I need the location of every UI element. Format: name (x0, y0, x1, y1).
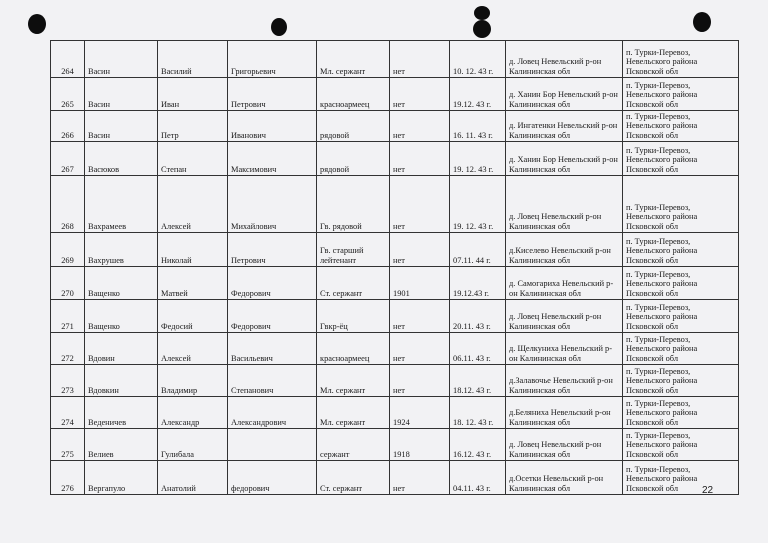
birth-year-cell: нет (390, 461, 450, 495)
punch-hole-1 (28, 14, 46, 34)
rank-cell: красноармеец (317, 78, 390, 111)
reburial-place-cell: п. Турки-Перевоз, Невельского района Псковской обл (623, 365, 739, 397)
death-date-cell: 16. 11. 43 г. (450, 111, 506, 142)
first-name-cell: Василий (158, 41, 228, 78)
table-row (51, 41, 739, 78)
surname-cell: Вергапуло (85, 461, 158, 495)
surname-cell: Веденичев (85, 397, 158, 429)
surname-cell: Ващенко (85, 267, 158, 300)
birth-year-cell: нет (390, 365, 450, 397)
burial-place-cell: д. Ловец Невельский р-он Калининская обл (506, 41, 623, 78)
table-row (51, 233, 739, 267)
first-name-cell: Александр (158, 397, 228, 429)
patronymic-cell: Васильевич (228, 333, 317, 365)
first-name-cell: Николай (158, 233, 228, 267)
row-number: 264 (51, 41, 85, 78)
row-number: 272 (51, 333, 85, 365)
surname-cell: Васин (85, 111, 158, 142)
first-name-cell: Петр (158, 111, 228, 142)
row-number: 266 (51, 111, 85, 142)
rank-cell: Гв. старший лейтенант (317, 233, 390, 267)
burial-place-cell: д.Киселево Невельский р-он Калининская обл (506, 233, 623, 267)
row-number: 276 (51, 461, 85, 495)
first-name-cell: Владимир (158, 365, 228, 397)
birth-year-cell: нет (390, 176, 450, 233)
rank-cell: Мл. сержант (317, 397, 390, 429)
row-number: 273 (51, 365, 85, 397)
patronymic-cell: Петрович (228, 233, 317, 267)
rank-cell: рядовой (317, 111, 390, 142)
row-number: 268 (51, 176, 85, 233)
table-row (51, 397, 739, 429)
burial-place-cell: д. Самогариха Невельский р-он Калининская обл (506, 267, 623, 300)
birth-year-cell: 1924 (390, 397, 450, 429)
surname-cell: Васин (85, 41, 158, 78)
burial-place-cell: д. Ханин Бор Невельский р-он Калининская обл (506, 78, 623, 111)
patronymic-cell: Петрович (228, 78, 317, 111)
patronymic-cell: федорович (228, 461, 317, 495)
death-date-cell: 19.12. 43 г. (450, 78, 506, 111)
first-name-cell: Алексей (158, 176, 228, 233)
reburial-place-cell: п. Турки-Перевоз, Невельского района Псковской обл (623, 429, 739, 461)
table-row (51, 300, 739, 333)
surname-cell: Васин (85, 78, 158, 111)
patronymic-cell: Федорович (228, 300, 317, 333)
death-date-cell: 16.12. 43 г. (450, 429, 506, 461)
row-number: 274 (51, 397, 85, 429)
table-row (51, 78, 739, 111)
row-number: 265 (51, 78, 85, 111)
rank-cell: Гвкр-ёц (317, 300, 390, 333)
rank-cell: Ст. сержант (317, 461, 390, 495)
table-row (51, 365, 739, 397)
reburial-place-cell: п. Турки-Перевоз, Невельского района Псковской обл (623, 233, 739, 267)
rank-cell: Мл. сержант (317, 41, 390, 78)
surname-cell: Васюков (85, 142, 158, 176)
first-name-cell: Гулибала (158, 429, 228, 461)
death-date-cell: 06.11. 43 г. (450, 333, 506, 365)
row-number: 267 (51, 142, 85, 176)
reburial-place-cell: п. Турки-Перевоз, Невельского района Псковской обл (623, 41, 739, 78)
punch-hole-4 (473, 20, 491, 38)
death-date-cell: 19. 12. 43 г. (450, 176, 506, 233)
row-number: 269 (51, 233, 85, 267)
punch-hole-5 (693, 12, 711, 32)
reburial-place-cell: п. Турки-Перевоз, Невельского района Псковской обл (623, 142, 739, 176)
rank-cell: Ст. сержант (317, 267, 390, 300)
reburial-place-cell: п. Турки-Перевоз, Невельского района Псковской обл (623, 176, 739, 233)
birth-year-cell: 1918 (390, 429, 450, 461)
burial-place-cell: д.Залавочье Невельский р-он Калининская обл (506, 365, 623, 397)
birth-year-cell: нет (390, 78, 450, 111)
surname-cell: Вахрушев (85, 233, 158, 267)
table-row (51, 333, 739, 365)
birth-year-cell: нет (390, 333, 450, 365)
patronymic-cell: Михайлович (228, 176, 317, 233)
punch-hole-2 (271, 18, 287, 36)
burial-place-cell: д. Ингатенки Невельский р-он Калининская обл (506, 111, 623, 142)
reburial-place-cell: п. Турки-Перевоз, Невельского района Псковской обл (623, 397, 739, 429)
row-number: 275 (51, 429, 85, 461)
row-number: 271 (51, 300, 85, 333)
table-row (51, 111, 739, 142)
burial-place-cell: д.Беляниха Невельский р-он Калининская обл (506, 397, 623, 429)
table-row (51, 142, 739, 176)
birth-year-cell: нет (390, 41, 450, 78)
rank-cell: красноармеец (317, 333, 390, 365)
first-name-cell: Степан (158, 142, 228, 176)
surname-cell: Вдовин (85, 333, 158, 365)
burial-register-table (50, 40, 739, 495)
first-name-cell: Анатолий (158, 461, 228, 495)
first-name-cell: Иван (158, 78, 228, 111)
punch-hole-3 (474, 6, 490, 20)
rank-cell: рядовой (317, 142, 390, 176)
reburial-place-cell: п. Турки-Перевоз, Невельского района Псковской обл (623, 333, 739, 365)
reburial-place-cell: п. Турки-Перевоз, Невельского района Псковской обл (623, 267, 739, 300)
death-date-cell: 20.11. 43 г. (450, 300, 506, 333)
rank-cell: Мл. сержант (317, 365, 390, 397)
reburial-place-cell: п. Турки-Перевоз, Невельского района Псковской обл (623, 461, 739, 495)
first-name-cell: Матвей (158, 267, 228, 300)
rank-cell: сержант (317, 429, 390, 461)
first-name-cell: Алексей (158, 333, 228, 365)
surname-cell: Вахрамеев (85, 176, 158, 233)
burial-place-cell: д. Щелкуниха Невельский р-он Калининская обл (506, 333, 623, 365)
rank-cell: Гв. рядовой (317, 176, 390, 233)
burial-place-cell: д.Осетки Невельский р-он Калининская обл (506, 461, 623, 495)
table-row (51, 461, 739, 495)
patronymic-cell: Максимович (228, 142, 317, 176)
patronymic-cell: Иванович (228, 111, 317, 142)
death-date-cell: 07.11. 44 г. (450, 233, 506, 267)
table-row (51, 429, 739, 461)
patronymic-cell: Александрович (228, 397, 317, 429)
patronymic-cell: Степанович (228, 365, 317, 397)
surname-cell: Велиев (85, 429, 158, 461)
reburial-place-cell: п. Турки-Перевоз, Невельского района Псковской обл (623, 111, 739, 142)
row-number: 270 (51, 267, 85, 300)
page-number: 22 (702, 485, 714, 496)
death-date-cell: 04.11. 43 г. (450, 461, 506, 495)
patronymic-cell: Григорьевич (228, 41, 317, 78)
death-date-cell: 10. 12. 43 г. (450, 41, 506, 78)
first-name-cell: Федосий (158, 300, 228, 333)
death-date-cell: 19. 12. 43 г. (450, 142, 506, 176)
table-row (51, 176, 739, 233)
surname-cell: Вдовкин (85, 365, 158, 397)
patronymic-cell (228, 429, 317, 461)
reburial-place-cell: п. Турки-Перевоз, Невельского района Псковской обл (623, 78, 739, 111)
birth-year-cell: нет (390, 233, 450, 267)
birth-year-cell: нет (390, 300, 450, 333)
burial-place-cell: д. Ловец Невельский р-он Калининская обл (506, 300, 623, 333)
birth-year-cell: нет (390, 142, 450, 176)
death-date-cell: 18. 12. 43 г. (450, 397, 506, 429)
birth-year-cell: нет (390, 111, 450, 142)
burial-place-cell: д. Ловец Невельский р-он Калининская обл (506, 176, 623, 233)
burial-place-cell: д. Ханин Бор Невельский р-он Калининская обл (506, 142, 623, 176)
table-row (51, 267, 739, 300)
burial-place-cell: д. Ловец Невельский р-он Калининская обл (506, 429, 623, 461)
patronymic-cell: Федорович (228, 267, 317, 300)
reburial-place-cell: п. Турки-Перевоз, Невельского района Псковской обл (623, 300, 739, 333)
death-date-cell: 18.12. 43 г. (450, 365, 506, 397)
surname-cell: Ващенко (85, 300, 158, 333)
birth-year-cell: 1901 (390, 267, 450, 300)
death-date-cell: 19.12.43 г. (450, 267, 506, 300)
